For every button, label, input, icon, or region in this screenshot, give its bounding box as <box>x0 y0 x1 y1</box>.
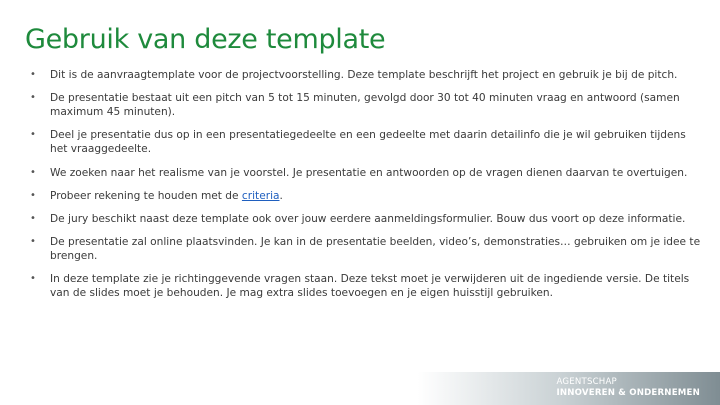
bullet-item <box>30 272 702 300</box>
bullet-item <box>30 235 702 263</box>
bullet-marker: • <box>30 92 36 104</box>
bullet-text-suffix: . <box>279 189 283 202</box>
bullet-text: De jury beschikt naast deze template ook over jouw eerdere aanmeldingsformulier. Bouw dus voort op deze informatie. <box>50 212 686 225</box>
bullet-list <box>30 68 702 310</box>
bullet-text: De presentatie bestaat uit een pitch van 5 tot 15 minuten, gevolgd door 30 tot 40 minuten vraag en antwoord (samen maximum 45 minuten). <box>50 92 680 119</box>
bullet-item <box>30 91 702 119</box>
bullet-item <box>30 189 702 203</box>
bullet-marker: • <box>30 129 36 141</box>
bullet-text: In deze template zie je richtinggevende vragen staan. Deze tekst moet je verwijderen uit de ingediende versie. De titels van de slides moet je behouden. Je mag extra slides toevoegen en je eigen huisstijl gebruiken. <box>50 273 690 300</box>
bullet-text: We zoeken naar het realisme van je voorstel. Je presentatie en antwoorden op de vragen dienen daarvan te overtuigen. <box>50 166 688 179</box>
agency-logo <box>556 377 700 398</box>
bullet-text: De presentatie zal online plaatsvinden. Je kan in de presentatie beelden, video’s, demonstraties… gebruiken om je idee te brengen. <box>50 236 701 263</box>
logo-line-2: INNOVEREN & ONDERNEMEN <box>556 387 700 398</box>
bullet-marker: • <box>30 69 36 80</box>
bullet-item <box>30 212 702 226</box>
bullet-text: Dit is de aanvraagtemplate voor de projectvoorstelling. Deze template beschrijft het project en gebruik je bij de pitch. <box>50 69 678 81</box>
bullet-marker: • <box>30 166 36 178</box>
bullet-item <box>30 128 702 156</box>
bullet-marker: • <box>30 236 36 248</box>
slide-title: Gebruik van deze template <box>25 24 386 55</box>
bullet-text-prefix: Probeer rekening te houden met de <box>50 189 242 202</box>
bullet-marker: • <box>30 273 36 285</box>
bullet-text: Deel je presentatie dus op in een presentatiegedeelte en een gedeelte met daarin detailinfo die je wil gebruiken tijdens het vraaggedeelte. <box>50 129 686 156</box>
criteria-link[interactable]: criteria <box>241 189 280 202</box>
bullet-item <box>30 166 702 180</box>
bullet-marker: • <box>30 189 36 201</box>
bullet-marker: • <box>30 212 36 224</box>
bullet-item <box>30 68 702 82</box>
logo-line-1: AGENTSCHAP <box>556 377 617 387</box>
